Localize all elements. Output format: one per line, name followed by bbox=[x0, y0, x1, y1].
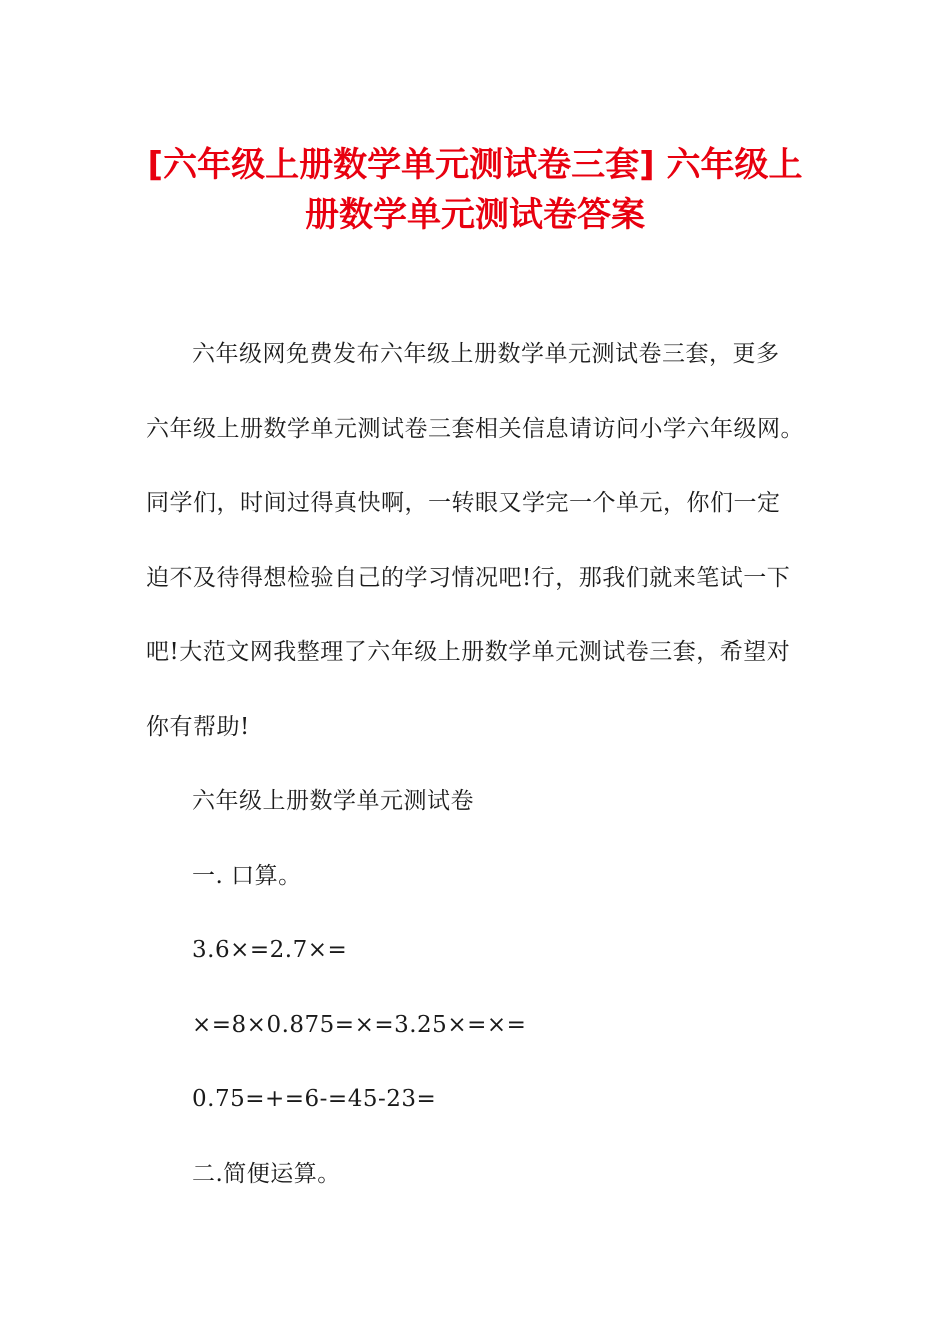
document-body bbox=[146, 326, 811, 1220]
question-heading: 一. 口算。 bbox=[192, 862, 302, 889]
math-problem-line: 3.6×=2.7×= bbox=[192, 937, 348, 963]
question-heading: 二.简便运算。 bbox=[192, 1160, 341, 1187]
math-problem-line: 0.75=+=6-=45-23= bbox=[192, 1086, 437, 1112]
paragraph-line: 你有帮助! bbox=[146, 713, 250, 740]
math-problem-line: ×=8×0.875=×=3.25×=×= bbox=[192, 1011, 527, 1038]
section-heading: 六年级上册数学单元测试卷 bbox=[192, 788, 474, 814]
paragraph-line: 同学们，时间过得真快啊，一转眼又学完一个单元，你们一定 bbox=[146, 490, 781, 516]
paragraph-line: 六年级网免费发布六年级上册数学单元测试卷三套，更多 bbox=[192, 341, 780, 367]
paragraph-line: 吧!大范文网我整理了六年级上册数学单元测试卷三套，希望对 bbox=[146, 639, 791, 665]
paragraph-line: 迫不及待得想检验自己的学习情况吧!行，那我们就来笔试一下 bbox=[146, 564, 791, 591]
document-title: [六年级上册数学单元测试卷三套] 六年级上册数学单元测试卷答案 bbox=[147, 145, 803, 235]
paragraph-line: 六年级上册数学单元测试卷三套相关信息请访问小学六年级网。 bbox=[146, 415, 804, 442]
